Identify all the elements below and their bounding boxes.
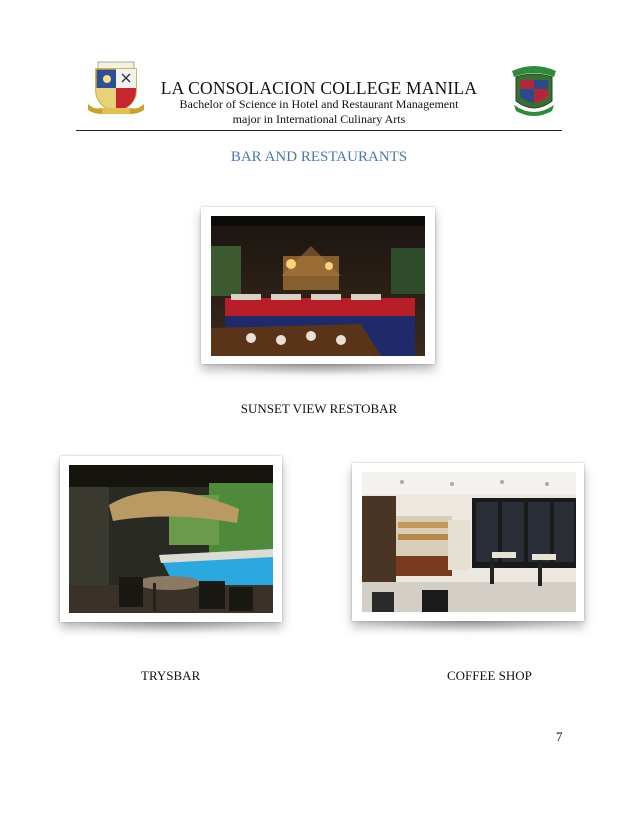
- page-number: 7: [556, 729, 563, 744]
- sunset-view-photo: [211, 216, 425, 356]
- header-divider: [76, 130, 562, 131]
- coffee-shop-photo: [362, 472, 576, 612]
- sunset-view-photo-frame: [201, 207, 435, 364]
- program-line-2: major in International Culinary Arts: [232, 112, 406, 126]
- coffee-shop-photo-frame: [352, 463, 584, 621]
- trysbar-photo: [69, 465, 273, 613]
- college-name: LA CONSOLACION COLLEGE MANILA: [160, 78, 478, 98]
- trysbar-photo-frame: [60, 456, 282, 622]
- trysbar-caption: TRYSBAR: [141, 668, 201, 683]
- program-line-1: Bachelor of Science in Hotel and Restaurant Management: [179, 97, 459, 111]
- sunset-view-caption: SUNSET VIEW RESTOBAR: [240, 401, 398, 416]
- coffee-shop-caption: COFFEE SHOP: [447, 668, 532, 683]
- section-title: BAR AND RESTAURANTS: [230, 149, 408, 165]
